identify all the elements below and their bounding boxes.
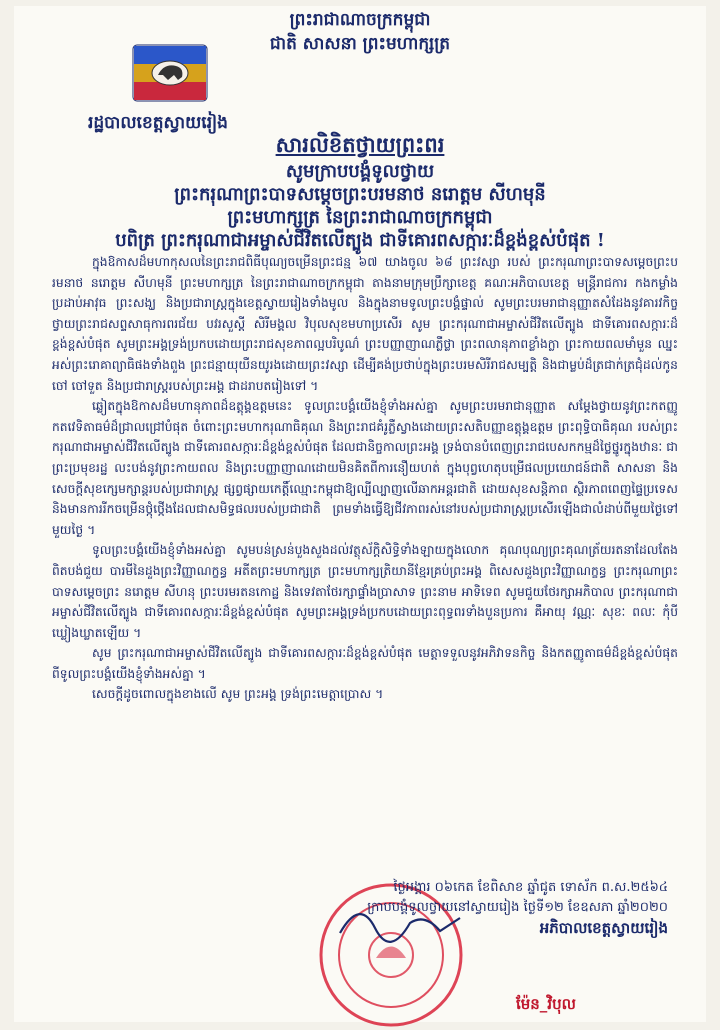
body-paragraph-3: ទូលព្រះបង្គំយើងខ្ញុំទាំងអស់គ្នា សូមបន់ស្រន់បួងសួងដល់វត្ថុស័ក្តិសិទ្ធិទាំងឡាយក្នុងលោក គុណបុណ្យព្រះគុណត្រ័យរតនាដែលតែងពិតបង់ជួយ បារមីនៃដួងព្រះវិញ្ញាណក្ខន្ធ អតីតព្រះមហាក្សត្រ ព្រះមហាក្សត្រិយានីខ្មែរគ្រប់ព្រះអង្គ ពិសេសដួងព្រះវិញ្ញាណក្ខន្ធ ព្រះករុណាព្រះបាទសម្តេចព្រះ នរោត្តម សីហនុ ព្រះបរមរតនកោដ្ឋ និងទេវតាថែរក្សាផ្ទាំងប្រាសាទ ព្រះនាម អាទិទេព សូមជួយថែរក្សាអភិបាល ព្រះករុណាជាអម្ចាស់ជីវិតលើត្បូង ជាទីគោរពសក្ការៈដ៏ខ្ពង់ខ្ពស់បំផុត សូមព្រះអង្គទ្រង់ប្រកបដោយព្រះពុទ្ធពរទាំងបួនប្រការ គឺអាយុ វណ្ណៈ សុខៈ ពលៈ កុំបីឃ្លៀងឃ្លាតឡើយ ។ [52,543,678,640]
body-paragraph-1: ក្នុងឱកាសដ៏មហាកុសលនៃព្រះរាជពិធីបុណ្យចម្រើនព្រះជន្ម ៦៧ យាងចូល ៦៨ ព្រះវស្សា របស់ ព្រះករុណាព្រះបាទសម្តេចព្រះបរមនាថ នរោត្តម សីហមុនី ព្រះមហាក្សត្រ នៃព្រះរាជាណាចក្រកម្ពុជា តាងនាមក្រុមប្រឹក្សាខេត្ត គណៈអភិបាលខេត្ត មន្ត្រីរាជការ កងកម្លាំងប្រដាប់អាវុធ ព្រះសង្ឃ និងប្រជារាស្ត្រក្នុងខេត្តស្វាយរៀងទាំងមូល និងក្នុងនាមទូលព្រះបង្គំផ្ទាល់ សូមព្រះបរមរាជានុញ្ញាតសំដែងនូវគារវកិច្ចថ្វាយព្រះរាជសព្ទសាធុការពរជ័យ បវរសួស្តី សិរីមង្គល វិបុលសុខមហាប្រសើរ សូម ព្រះករុណាជាអម្ចាស់ជីវិតលើត្បូង ជាទីគោរពសក្ការៈដ៏ខ្ពង់ខ្ពស់បំផុត សូមព្រះអង្គទ្រង់ប្រកបដោយព្រះរាជសុខភាពល្អបរិបូណ៌ ព្រះបញ្ញាញាណភ្លឺថ្លា ព្រះពលានុភាពខ្លាំងក្លា ព្រះកាយពលមាំមួន ឈ្នះអស់ព្រះរោគាព្យាធិផងទាំងពួង ព្រះជន្មាយុយឺនយូរងដោយព្រះវស្សា ដើម្បីគង់ប្រថាប់ក្នុងព្រះបរមសិរីរាជសម្បត្តិ និងជាម្លប់ដ៏ត្រជាក់ត្រជុំដល់កូន ចៅ ចៅទួត និងប្រជារាស្ត្ររបស់ព្រះអង្គ ជាដរាបតរៀងទៅ ។ [52,255,678,393]
province-administration-title: រដ្ឋបាលខេត្តស្វាយរៀង [88,113,228,133]
address-line-3: ព្រះមហាក្សត្រ នៃព្រះរាជាណាចក្រកម្ពុជា [227,207,493,228]
body-paragraph-2: ឆ្លៀតក្នុងឱកាសដ៏មហានុភាពដ៏ឧត្តុង្គឧត្តមនេះ ទូលព្រះបង្គំយើងខ្ញុំទាំងអស់គ្នា សូមព្រះបរមរាជានុញ្ញាត សម្តែងថ្វាយនូវព្រះកតញ្ញូកតវេទិតាធម៌ដ៏ជ្រាលជ្រៅបំផុត ចំពោះព្រះមហាករុណាធិគុណ និងព្រះរាជគំរូភ្លឺស្វាងដោយព្រះសតិបញ្ញាឧត្តុង្គឧត្តម ព្រះពុទ្ធិបាធិគុណ របស់ព្រះករុណាជាអម្ចាស់ជីវិតលើត្បូង ជាទីគោរពសក្ការៈដ៏ខ្ពង់ខ្ពស់បំផុត ដែលជានិច្ចកាលព្រះអង្គ ទ្រង់បានបំពេញព្រះរាជបេសកកម្មដ៏ថ្លៃថ្នូរក្នុងឋានៈ ជាព្រះប្រមុខរដ្ឋ លះបង់នូវព្រះកាយពល និងព្រះបញ្ញាញាណដោយមិនគិតពីការនឿយហត់ ក្នុងបុព្វហេតុបម្រើផលប្រយោជន៍ជាតិ សាសនា និងសេចក្តីសុខក្សេមក្សាន្តរបស់ប្រជារាស្ត្រ ផ្សព្វផ្សាយកេត្តិ៍ឈ្មោះកម្ពុជាឱ្យល្បីល្បាញលើឆាកអន្តរជាតិ ដោយសុខសន្តិភាព ស្ថិរភាពពេញផ្ទៃប្រទេស និងមានការរីកចម្រើនថ្កុំថ្កើងដែលជាសមិទ្ធផលរបស់ប្រជាជាតិ ព្រមទាំងធ្វើឱ្យជីវភាពរស់នៅរបស់ប្រជារាស្ត្រប្រសើរឡើងជាលំដាប់ពីមួយថ្ងៃទៅមួយថ្ងៃ ។ [52,399,678,537]
kingdom-motto: ជាតិ សាសនា ព្រះមហាក្សត្រ [269,34,451,54]
kingdom-header [0,8,720,56]
signature-block [367,878,668,938]
lunar-date: ថ្ងៃអង្គារ ០៦កេត ខែពិសាខ ឆ្នាំជូត ទោស័ក ព.ស.២៥៦៤ [393,880,668,895]
body-paragraph-4: សូម ព្រះករុណាជាអម្ចាស់ជីវិតលើត្បូង ជាទីគោរពសក្ការៈដ៏ខ្ពង់ខ្ពស់បំផុត មេត្តាទទួលនូវអភិវាទនកិច្ច និងកតញ្ញូតាធម៌ដ៏ខ្ពង់ខ្ពស់បំផុត ពីទូលព្រះបង្គំយើងខ្ញុំទាំងអស់គ្នា ។ [52,646,678,681]
place-and-date: ក្រាបបង្គំទូលថ្វាយនៅស្វាយរៀង ថ្ងៃទី១២ ខែឧសភា ឆ្នាំ២០២០ [367,900,668,915]
salutation-line: បពិត្រ ព្រះករុណាជាអម្ចាស់ជីវិតលើត្បូង ជាទីគោរពសក្ការៈដ៏ខ្ពង់ខ្ពស់បំផុត ! [115,230,605,251]
body-paragraph-5: សេចក្តីដូចពោលក្នុងខាងលើ សូម ព្រះអង្គ ទ្រង់ព្រះមេត្តាប្រោស ។ [92,687,384,702]
governor-office: អភិបាលខេត្តស្វាយរៀង [539,919,668,937]
letter-heading [40,130,680,252]
kingdom-title: ព្រះរាជាណាចក្រកម្ពុជា [289,10,431,30]
emblem-icon [132,44,208,102]
letter-body [52,252,678,705]
address-line-2: ព្រះករុណាព្រះបាទសម្តេចព្រះបរមនាថ នរោត្តម សីហមុនី [174,184,546,205]
signer-name: ម៉ែន_វិបុល [516,995,576,1013]
address-line-1: សូមក្រាបបង្គំទូលថ្វាយ [285,161,435,182]
letter-title: សារលិខិតថ្វាយព្រះពរ [275,132,445,157]
